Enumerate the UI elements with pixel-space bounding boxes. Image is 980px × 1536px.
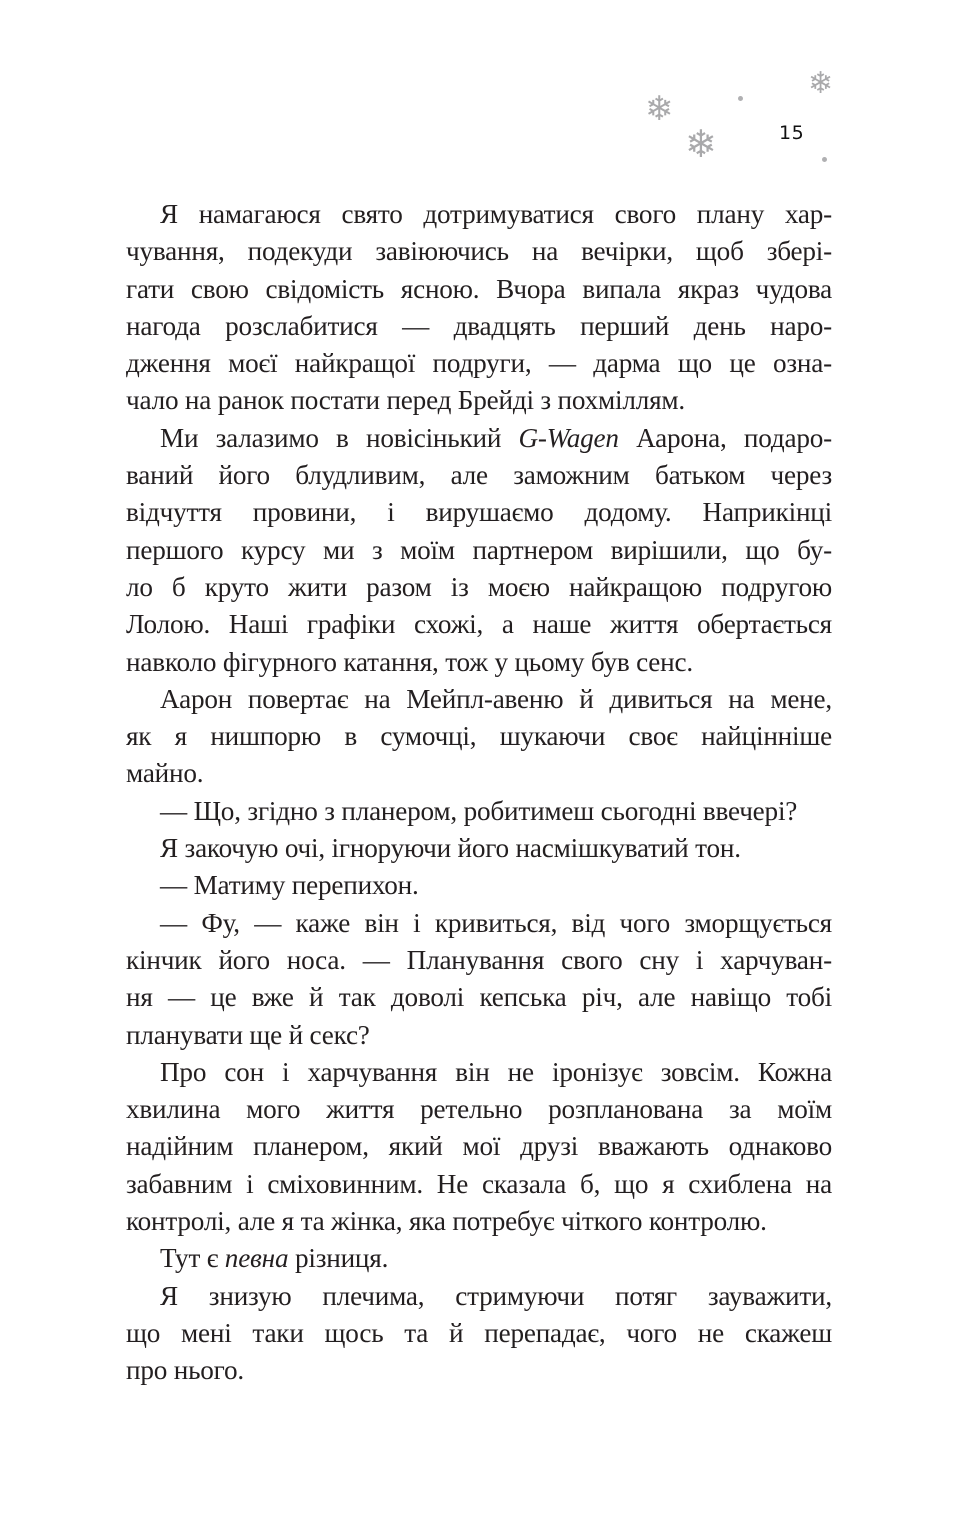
snowflake-icon: ❄ [685, 124, 717, 166]
body-text [126, 196, 832, 1390]
text-line: забавним і сміховинним. Не сказала б, що я схиблена на [126, 1168, 832, 1199]
text-line: нагода розслабитися — двадцять перший день наро- [126, 310, 832, 341]
paragraph [126, 1240, 832, 1277]
text-line: першого курсу ми з моїм партнером вирішили, що бу- [126, 534, 832, 565]
decorative-dot [738, 96, 743, 101]
text-line: — Матиму перепихон. [160, 870, 419, 901]
text-line: ваний його блудливим, але заможним батьком через [126, 460, 832, 491]
text-line: ло б круто жити разом із моєю найкращою подругою [126, 571, 832, 602]
text-line: дження моєї найкращої подруги, — дарма що це озна- [126, 348, 832, 379]
text-line: ня — це вже й так доволі кепська річ, але навіщо тобі [126, 982, 832, 1013]
text-line: Аарон повертає на Мейпл-авеню й дивиться на мене, [160, 683, 832, 714]
text-run: різниця. [288, 1243, 389, 1274]
text-line: контролі, але я та жінка, яка потребує чіткого контролю. [126, 1206, 767, 1237]
text-line: кінчик його носа. — Планування свого сну і харчуван- [126, 944, 832, 975]
paragraph [126, 1054, 832, 1240]
text-line: чало на ранок постати перед Брейді з похміллям. [126, 385, 686, 416]
text-line: хвилина мого життя ретельно розпланована за моїм [126, 1094, 832, 1125]
text-line: Про сон і харчування він не іронізує зовсім. Кожна [160, 1056, 832, 1087]
paragraph [126, 420, 832, 681]
text-line: як я нишпорю в сумочці, шукаючи своє найцінніше [126, 721, 832, 752]
text-line: майно. [126, 758, 204, 789]
text-line: Я знизую плечима, стримуючи потяг зауважити, [160, 1280, 832, 1311]
paragraph [126, 1278, 832, 1390]
text-run: Ми залазимо в новісінький [160, 422, 519, 453]
paragraph [126, 681, 832, 793]
text-line: про нього. [126, 1355, 244, 1386]
paragraph [126, 793, 832, 830]
text-line: чування, подекуди завіюючись на вечірки, щоб збері- [126, 236, 832, 267]
snowflake-icon: ❄ [645, 91, 674, 128]
text-line: планувати ще й секс? [126, 1019, 370, 1050]
text-run: Аарона, подаро- [618, 422, 832, 453]
paragraph [126, 830, 832, 867]
text-line: — Фу, — каже він і кривиться, від чого зморщується [160, 907, 832, 938]
page-number: 15 [779, 122, 805, 144]
paragraph [126, 905, 832, 1054]
snowflake-icon: ❄ [808, 67, 834, 100]
text-line: — Що, згідно з планером, робитимеш сьогодні ввечері? [160, 795, 798, 826]
text-line: Лолою. Наші графіки схожі, а наше життя обертається [126, 609, 832, 640]
text-line [126, 420, 832, 457]
text-line: що мені таки щось та й перепадає, чого не скажеш [126, 1317, 832, 1348]
text-line: Я намагаюся свято дотримуватися свого плану хар- [160, 199, 832, 229]
text-run: Тут є [160, 1243, 225, 1274]
decorative-dot [822, 157, 827, 162]
italic-emphasis: певна [224, 1243, 289, 1274]
italic-emphasis: G-Wagen [518, 422, 619, 453]
paragraph [126, 196, 832, 420]
text-line [126, 1240, 832, 1277]
paragraph [126, 867, 832, 904]
text-line: відчуття провини, і вирушаємо додому. Наприкінці [126, 497, 832, 528]
text-line: гати свою свідомість ясною. Вчора випала якраз чудова [126, 273, 832, 304]
text-line: надійним планером, який мої друзі вважають однаково [126, 1131, 832, 1162]
text-line: Я закочую очі, ігноруючи його насмішкуватий тон. [160, 833, 741, 864]
text-line: навколо фігурного катання, тож у цьому був сенс. [126, 646, 693, 677]
